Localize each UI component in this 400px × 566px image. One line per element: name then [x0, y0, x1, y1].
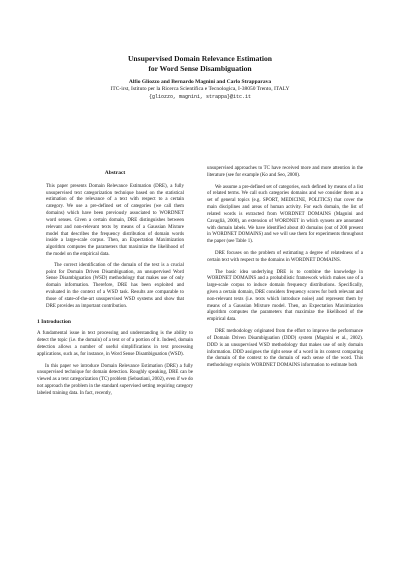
body-paragraph: We assume a pre-defined set of categories, each defined by means of a list of related terms. We call such categories domains and we consider them as a set of general topics (e.g. SPORT, MEDICINE, POLITICS) that cover the main disciplines and areas of human activity. For each domain, the list of related words is extracted from WORDNET DOMAINS (Magnini and Cavaglià, 2000), an extension of WORDNET in which synsets are annotated with domain labels. We have identified about 40 domains (out of 200 present in WORDNET DOMAINS) and we will use them for experiments throughout the paper (see Table 1).: [207, 184, 363, 245]
body-paragraph: DRE focuses on the problem of estimating a degree of relatedness of a certain text with respect to the domains in WORDNET DOMAINS.: [207, 250, 363, 263]
abstract-paragraph: The correct identification of the domain of the text is a crucial point for Domain Driven Disambiguation, an unsupervised Word Sense Disambiguation (WSD) methodology that makes use of only domain information. Therefore, DRE has been exploited and evaluated in the context of a WSD task. Results are comparable to those of state-of-the-art unsupervised WSD systems and show that DRE provides an important contribution.: [46, 262, 184, 309]
paper-title-line-1: Unsupervised Domain Relevance Estimation: [127, 54, 273, 63]
left-column: [37, 170, 193, 403]
body-paragraph: unsupervised approaches to TC have received more and more attention in the literature (see for example (Ko and Seo, 2000).: [207, 166, 363, 178]
body-paragraph: In this paper we introduce Domain Relevance Estimation (DRE) a fully unsupervised technique for domain detection. Roughly speaking, DRE can be viewed as a text categorization (TC) problem (Sebastiani, 2002), even if we do not approach the problem in the standard supervised setting requiring category labeled training data. In fact, recently,: [37, 363, 193, 396]
introduction-body: [37, 331, 193, 397]
abstract-heading: Abstract: [104, 170, 126, 176]
title-block: [40, 54, 360, 101]
abstract-paragraph: This paper presents Domain Relevance Estimation (DRE), a fully unsupervised text categorization technique based on the statistical estimation of the relevance of a text with respect to a certain category. We use a pre-defined set of categories (we call them domains) which have been previously associated to WORDNET word senses. Given a certain domain, DRE distinguishes between relevant and non-relevant texts by means of a Gaussian Mixture model that describes the frequency distribution of domain words inside a large-scale corpus. Then, an Expectation Maximization algorithm computes the parameters that maximize the likelihood of the model on the empirical data.: [46, 183, 184, 257]
paper-title-line-2: for Word Sense Disambiguation: [148, 63, 252, 73]
paper-authors: Alfio Gliozzo and Bernardo Magnini and Carlo Strapparava: [128, 79, 272, 86]
body-paragraph: A fundamental issue in text processing and understanding is the ability to detect the topic (i.e. the domain) of a text or of a portion of it. Indeed, domain detection allows a number of useful simplifications in text processing applications, such as, for instance, in Word Sense Disambiguation (WSD).: [37, 331, 193, 357]
paper-title: [40, 54, 360, 73]
right-column: [207, 166, 363, 375]
paper-affiliation: ITC-irst, Istituto per la Ricerca Scientifica e Tecnologica, I-38050 Trento, ITALY: [110, 86, 290, 93]
section-heading-introduction: 1 Introduction: [37, 319, 71, 326]
paper-emails: {gliozzo, magnini, strappa}@itc.it: [148, 93, 252, 100]
body-paragraph: DRE methodology originated from the effort to improve the performance of Domain Driven Disambiguation (DDD) system (Magnini et al., 2002). DDD is an unsupervised WSD methodology that makes use of only domain information. DDD assignes the right sense of a word in its context comparing the domain of the context to the domain of each sense of the word. This methodology exploits WORDNET DOMAINS information to estimate both: [207, 329, 363, 369]
body-paragraph: The basic idea underlying DRE is to combine the knowledge in WORDNET DOMAINS and a probabilistic framework which makes use of a large-scale corpus to induce domain frequency distributions. Specifically, given a certain domain, DRE considers frequency scores for both relevant and non-relevant texts (i.e. texts which introduce noise) and represent them by means of a Gaussian Mixture model. Then, an Expectation Maximization algorithm computes the parameters that maximize the likelihood of the empirical data.: [207, 269, 363, 323]
abstract-body: [37, 184, 193, 311]
